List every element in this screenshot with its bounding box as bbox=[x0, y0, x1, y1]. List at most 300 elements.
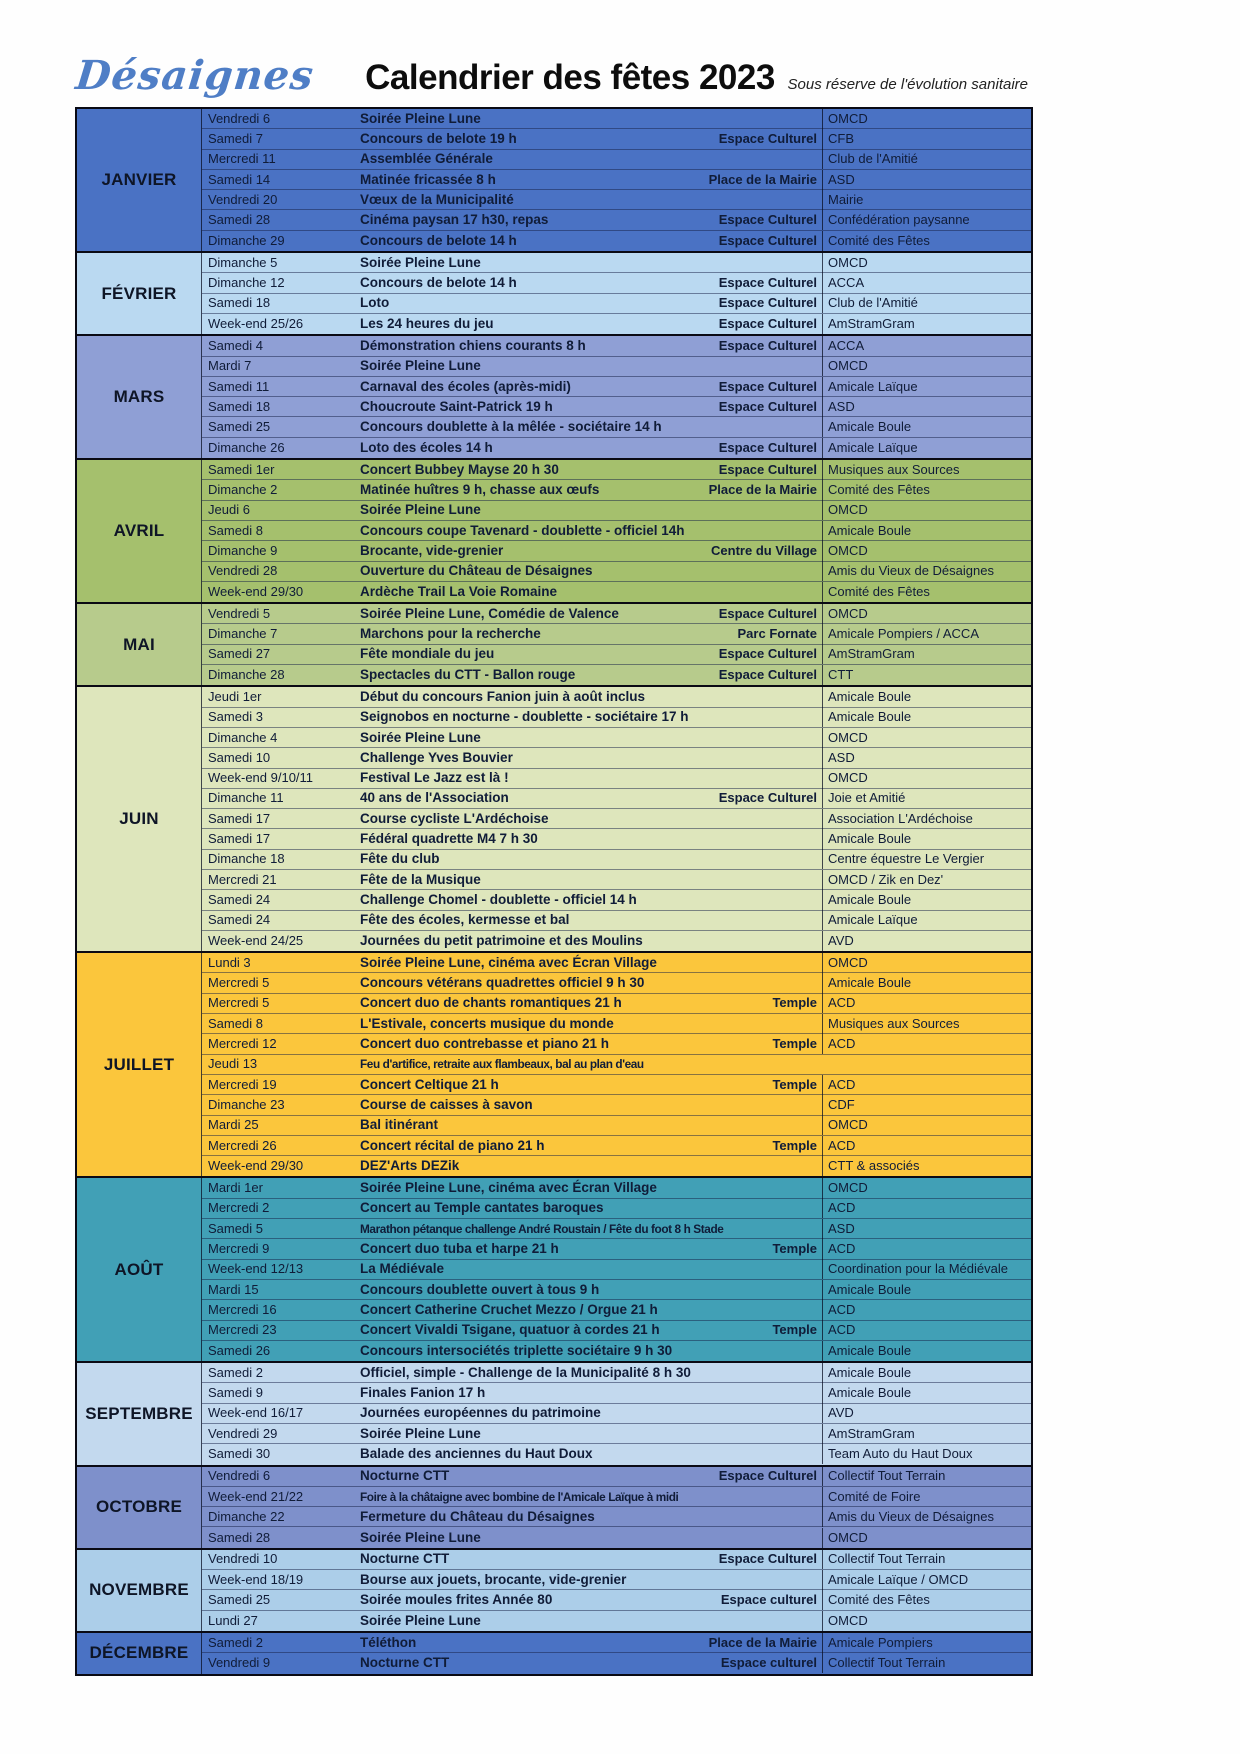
month-section bbox=[77, 109, 1031, 251]
row-event: Assemblée Générale bbox=[360, 151, 493, 167]
row-organizer: ACD bbox=[822, 993, 1031, 1013]
row-organizer: Joie et Amitié bbox=[822, 788, 1031, 808]
month-rows bbox=[202, 336, 1031, 458]
row-date: Samedi 17 bbox=[208, 810, 271, 826]
row-date: Mercredi 21 bbox=[208, 871, 277, 887]
table-row bbox=[202, 541, 1031, 561]
row-date: Week-end 24/25 bbox=[208, 933, 304, 949]
row-venue: Espace Culturel bbox=[718, 667, 817, 683]
table-row bbox=[202, 377, 1031, 397]
row-organizer: ACCA bbox=[822, 336, 1031, 356]
month-label: JUILLET bbox=[77, 953, 202, 1176]
table-row bbox=[202, 687, 1031, 707]
row-date: Samedi 27 bbox=[208, 646, 271, 662]
row-event: Festival Le Jazz est là ! bbox=[360, 770, 509, 786]
row-date: Mardi 25 bbox=[208, 1117, 259, 1133]
month-label: NOVEMBRE bbox=[77, 1550, 202, 1631]
row-event: Soirée Pleine Lune bbox=[360, 1425, 481, 1441]
row-venue: Espace Culturel bbox=[718, 790, 817, 806]
row-date: Samedi 25 bbox=[208, 419, 271, 435]
month-section bbox=[77, 1465, 1031, 1548]
row-date: Vendredi 6 bbox=[208, 110, 271, 126]
row-organizer: OMCD bbox=[822, 541, 1031, 561]
row-venue: Espace Culturel bbox=[718, 212, 817, 228]
table-row bbox=[202, 1055, 1031, 1075]
row-event: Feu d'artifice, retraite aux flambeaux, bal au plan d'eau bbox=[360, 1057, 644, 1072]
table-row bbox=[202, 1239, 1031, 1259]
row-organizer: Collectif Tout Terrain bbox=[822, 1653, 1031, 1673]
row-event: Challenge Chomel - doublette - officiel 14 h bbox=[360, 891, 637, 907]
table-row bbox=[202, 438, 1031, 458]
row-date: Week-end 29/30 bbox=[208, 583, 304, 599]
row-venue: Espace Culturel bbox=[718, 461, 817, 477]
table-row bbox=[202, 1321, 1031, 1341]
row-organizer: Club de l'Amitié bbox=[822, 149, 1031, 169]
row-venue: Centre du Village bbox=[711, 542, 817, 558]
table-row bbox=[202, 1280, 1031, 1300]
row-event: Soirée Pleine Lune bbox=[360, 254, 481, 270]
row-organizer: Amicale Laïque / OMCD bbox=[822, 1570, 1031, 1590]
row-event: Fermeture du Château du Désaignes bbox=[360, 1508, 595, 1524]
row-event: Choucroute Saint-Patrick 19 h bbox=[360, 398, 553, 414]
row-organizer: OMCD bbox=[822, 953, 1031, 973]
row-date: Dimanche 4 bbox=[208, 729, 278, 745]
row-organizer: OMCD bbox=[822, 1528, 1031, 1548]
row-venue: Espace Culturel bbox=[718, 295, 817, 311]
month-label: DÉCEMBRE bbox=[77, 1633, 202, 1674]
row-date: Dimanche 9 bbox=[208, 542, 278, 558]
row-date: Samedi 11 bbox=[208, 378, 270, 394]
row-date: Lundi 3 bbox=[208, 954, 251, 970]
table-row bbox=[202, 953, 1031, 973]
row-date: Mercredi 11 bbox=[208, 151, 276, 167]
row-venue: Espace Culturel bbox=[718, 232, 817, 248]
row-date: Mercredi 16 bbox=[208, 1301, 277, 1317]
row-event: Soirée Pleine Lune, cinéma avec Écran Village bbox=[360, 954, 657, 970]
table-row bbox=[202, 501, 1031, 521]
row-organizer: Musiques aux Sources bbox=[822, 460, 1031, 480]
table-row bbox=[202, 1611, 1031, 1631]
row-organizer: OMCD bbox=[822, 1611, 1031, 1631]
row-date: Mercredi 9 bbox=[208, 1240, 270, 1256]
row-date: Dimanche 18 bbox=[208, 851, 285, 867]
row-event: Soirée Pleine Lune bbox=[360, 1529, 481, 1545]
row-event: Fête des écoles, kermesse et bal bbox=[360, 912, 570, 928]
row-venue: Espace culturel bbox=[720, 1592, 817, 1608]
table-row bbox=[202, 170, 1031, 190]
row-event: Concours doublette ouvert à tous 9 h bbox=[360, 1281, 600, 1297]
row-venue: Temple bbox=[772, 1076, 817, 1092]
row-venue: Place de la Mairie bbox=[708, 482, 817, 497]
month-label: JUIN bbox=[77, 687, 202, 951]
row-date: Samedi 7 bbox=[208, 130, 263, 146]
table-row bbox=[202, 829, 1031, 849]
row-event: Soirée Pleine Lune bbox=[360, 1612, 481, 1628]
row-event: 40 ans de l'Association bbox=[360, 790, 509, 806]
row-event: Spectacles du CTT - Ballon rouge bbox=[360, 667, 576, 683]
row-event: Matinée huîtres 9 h, chasse aux œufs bbox=[360, 482, 600, 497]
table-row bbox=[202, 1467, 1031, 1487]
row-date: Mercredi 5 bbox=[208, 975, 270, 991]
month-section bbox=[77, 1176, 1031, 1361]
row-event: Concert Vivaldi Tsigane, quatuor à cordes 21 h bbox=[360, 1322, 660, 1338]
row-organizer: Amicale Boule bbox=[822, 707, 1031, 727]
row-event: Soirée Pleine Lune bbox=[360, 110, 481, 126]
table-row bbox=[202, 150, 1031, 170]
row-date: Samedi 9 bbox=[208, 1385, 263, 1401]
table-row bbox=[202, 1136, 1031, 1156]
row-organizer: Comité des Fêtes bbox=[822, 480, 1031, 500]
row-venue: Espace Culturel bbox=[718, 378, 817, 394]
row-organizer: Amicale Boule bbox=[822, 417, 1031, 437]
row-date: Samedi 10 bbox=[208, 749, 271, 765]
row-event: Concours vétérans quadrettes officiel 9 h 30 bbox=[360, 975, 645, 991]
row-date: Mercredi 23 bbox=[208, 1322, 277, 1338]
month-section bbox=[77, 251, 1031, 334]
row-organizer: Mairie bbox=[822, 190, 1031, 210]
row-event: Concert Bubbey Mayse 20 h 30 bbox=[360, 461, 559, 477]
table-row bbox=[202, 1633, 1031, 1653]
table-row bbox=[202, 708, 1031, 728]
table-row bbox=[202, 1300, 1031, 1320]
row-organizer: Collectif Tout Terrain bbox=[822, 1466, 1031, 1486]
table-row bbox=[202, 273, 1031, 293]
table-row bbox=[202, 1363, 1031, 1383]
row-event: L'Estivale, concerts musique du monde bbox=[360, 1015, 614, 1031]
table-row bbox=[202, 1095, 1031, 1115]
row-date: Mardi 1er bbox=[208, 1180, 263, 1196]
row-venue: Espace Culturel bbox=[718, 439, 817, 455]
row-event: Journées européennes du patrimoine bbox=[360, 1405, 601, 1421]
table-row bbox=[202, 1116, 1031, 1136]
row-date: Dimanche 7 bbox=[208, 626, 278, 642]
row-organizer: ACD bbox=[822, 1239, 1031, 1259]
row-event: Concert duo tuba et harpe 21 h bbox=[360, 1240, 559, 1256]
row-organizer: Amicale Laïque bbox=[822, 910, 1031, 930]
row-event: Challenge Yves Bouvier bbox=[360, 749, 513, 765]
month-section bbox=[77, 685, 1031, 951]
row-organizer: Amicale Boule bbox=[822, 829, 1031, 849]
row-organizer: AVD bbox=[822, 1403, 1031, 1423]
row-organizer: OMCD / Zik en Dez' bbox=[822, 870, 1031, 890]
table-row bbox=[202, 1653, 1031, 1673]
month-label: MARS bbox=[77, 336, 202, 458]
table-row bbox=[202, 890, 1031, 910]
row-date: Dimanche 23 bbox=[208, 1096, 285, 1112]
month-section bbox=[77, 458, 1031, 602]
row-date: Dimanche 11 bbox=[208, 790, 284, 806]
row-venue: Espace Culturel bbox=[718, 130, 817, 146]
row-organizer: Amicale Pompiers / ACCA bbox=[822, 624, 1031, 644]
row-organizer: Collectif Tout Terrain bbox=[822, 1549, 1031, 1569]
row-date: Samedi 2 bbox=[208, 1634, 263, 1650]
month-rows bbox=[202, 460, 1031, 602]
table-row bbox=[202, 582, 1031, 602]
table-row bbox=[202, 1590, 1031, 1610]
row-date: Mercredi 5 bbox=[208, 995, 270, 1011]
table-row bbox=[202, 417, 1031, 437]
row-date: Dimanche 22 bbox=[208, 1508, 285, 1524]
table-row bbox=[202, 190, 1031, 210]
month-rows bbox=[202, 1178, 1031, 1361]
row-organizer: Team Auto du Haut Doux bbox=[822, 1444, 1031, 1464]
table-row bbox=[202, 748, 1031, 768]
row-organizer: ASD bbox=[822, 170, 1031, 190]
row-date: Dimanche 12 bbox=[208, 275, 285, 291]
row-date: Dimanche 2 bbox=[208, 482, 278, 497]
row-event: Concours coupe Tavenard - doublette - officiel 14h bbox=[360, 522, 685, 538]
row-organizer: OMCD bbox=[822, 604, 1031, 624]
row-organizer: Amis du Vieux de Désaignes bbox=[822, 1507, 1031, 1527]
row-event: La Médiévale bbox=[360, 1261, 445, 1277]
row-event: Concours doublette à la mêlée - sociétaire 14 h bbox=[360, 419, 662, 435]
table-row bbox=[202, 911, 1031, 931]
calendar-table bbox=[75, 107, 1033, 1676]
row-event: Vœux de la Municipalité bbox=[360, 191, 514, 207]
row-organizer: ASD bbox=[822, 397, 1031, 417]
table-row bbox=[202, 460, 1031, 480]
month-section bbox=[77, 334, 1031, 458]
row-venue: Espace Culturel bbox=[718, 1551, 817, 1567]
table-row bbox=[202, 789, 1031, 809]
row-date: Mardi 7 bbox=[208, 358, 252, 374]
table-row bbox=[202, 931, 1031, 951]
row-organizer: Amis du Vieux de Désaignes bbox=[822, 561, 1031, 581]
row-date: Vendredi 29 bbox=[208, 1425, 278, 1441]
table-row bbox=[202, 210, 1031, 230]
row-venue: Espace Culturel bbox=[718, 275, 817, 291]
row-venue: Espace culturel bbox=[720, 1655, 817, 1671]
row-organizer: ACD bbox=[822, 1034, 1031, 1054]
row-date: Week-end 12/13 bbox=[208, 1261, 304, 1277]
row-organizer: Coordination pour la Médiévale bbox=[822, 1259, 1031, 1279]
row-event: Concours de belote 14 h bbox=[360, 275, 517, 291]
row-event: Fête de la Musique bbox=[360, 871, 481, 887]
row-organizer: ASD bbox=[822, 748, 1031, 768]
row-event: Loto bbox=[360, 295, 390, 311]
row-date: Samedi 30 bbox=[208, 1446, 271, 1462]
month-rows bbox=[202, 109, 1031, 251]
table-row bbox=[202, 521, 1031, 541]
row-date: Dimanche 29 bbox=[208, 232, 285, 248]
table-row bbox=[202, 1383, 1031, 1403]
row-date: Week-end 25/26 bbox=[208, 316, 304, 332]
row-event: Fédéral quadrette M4 7 h 30 bbox=[360, 831, 538, 847]
row-event: Course de caisses à savon bbox=[360, 1096, 533, 1112]
row-organizer: ACD bbox=[822, 1198, 1031, 1218]
row-date: Samedi 8 bbox=[208, 1015, 263, 1031]
month-rows bbox=[202, 1633, 1031, 1674]
row-date: Samedi 18 bbox=[208, 398, 271, 414]
month-rows bbox=[202, 1363, 1031, 1464]
table-row bbox=[202, 769, 1031, 789]
table-row bbox=[202, 850, 1031, 870]
month-rows bbox=[202, 253, 1031, 334]
month-section bbox=[77, 1361, 1031, 1464]
row-event: Concours de belote 19 h bbox=[360, 130, 517, 146]
row-date: Samedi 2 bbox=[208, 1364, 263, 1380]
row-organizer: AVD bbox=[822, 931, 1031, 951]
month-rows bbox=[202, 953, 1031, 1176]
row-event: Course cycliste L'Ardéchoise bbox=[360, 810, 549, 826]
table-row bbox=[202, 562, 1031, 582]
month-rows bbox=[202, 604, 1031, 685]
row-organizer: Amicale Boule bbox=[822, 1383, 1031, 1403]
month-label: JANVIER bbox=[77, 109, 202, 251]
row-organizer: CTT bbox=[822, 665, 1031, 685]
table-row bbox=[202, 231, 1031, 251]
table-row bbox=[202, 109, 1031, 129]
table-row bbox=[202, 480, 1031, 500]
row-date: Vendredi 10 bbox=[208, 1551, 278, 1567]
row-organizer: OMCD bbox=[822, 253, 1031, 273]
row-venue: Espace Culturel bbox=[718, 605, 817, 621]
row-date: Samedi 14 bbox=[208, 171, 271, 187]
row-event: Nocturne CTT bbox=[360, 1655, 450, 1671]
table-row bbox=[202, 336, 1031, 356]
row-event: Cinéma paysan 17 h30, repas bbox=[360, 212, 549, 228]
row-organizer: Comité des Fêtes bbox=[822, 231, 1031, 251]
table-row bbox=[202, 809, 1031, 829]
month-label: OCTOBRE bbox=[77, 1467, 202, 1548]
month-rows bbox=[202, 1550, 1031, 1631]
row-organizer: OMCD bbox=[822, 1115, 1031, 1135]
row-organizer: Comité de Foire bbox=[822, 1487, 1031, 1507]
row-venue: Espace Culturel bbox=[718, 398, 817, 414]
table-row bbox=[202, 314, 1031, 334]
row-date: Week-end 29/30 bbox=[208, 1158, 304, 1174]
row-date: Samedi 28 bbox=[208, 1529, 271, 1545]
table-row bbox=[202, 994, 1031, 1014]
row-event: Nocturne CTT bbox=[360, 1551, 450, 1567]
month-section bbox=[77, 1548, 1031, 1631]
row-date: Mercredi 2 bbox=[208, 1200, 270, 1216]
month-section bbox=[77, 1631, 1031, 1674]
row-organizer: AmStramGram bbox=[822, 314, 1031, 334]
row-organizer: Amicale Boule bbox=[822, 1363, 1031, 1383]
row-date: Samedi 28 bbox=[208, 212, 271, 228]
row-event: Foire à la châtaigne avec bombine de l'Amicale Laïque à midi bbox=[360, 1489, 679, 1504]
table-row bbox=[202, 1219, 1031, 1239]
row-date: Samedi 18 bbox=[208, 295, 271, 311]
row-venue: Temple bbox=[772, 995, 817, 1011]
row-event: Loto des écoles 14 h bbox=[360, 439, 493, 455]
table-row bbox=[202, 1260, 1031, 1280]
row-event: Seignobos en nocturne - doublette - sociétaire 17 h bbox=[360, 709, 689, 725]
row-event: Concert duo de chants romantiques 21 h bbox=[360, 995, 622, 1011]
row-date: Week-end 21/22 bbox=[208, 1488, 304, 1504]
row-event: Fête du club bbox=[360, 851, 440, 867]
row-organizer: Amicale Laïque bbox=[822, 377, 1031, 397]
row-date: Dimanche 5 bbox=[208, 254, 278, 270]
row-date: Samedi 26 bbox=[208, 1342, 271, 1358]
row-event: Officiel, simple - Challenge de la Municipalité 8 h 30 bbox=[360, 1364, 691, 1380]
row-date: Vendredi 28 bbox=[208, 563, 278, 579]
row-event: Finales Fanion 17 h bbox=[360, 1385, 486, 1401]
row-organizer: ASD bbox=[822, 1219, 1031, 1239]
row-date: Vendredi 6 bbox=[208, 1468, 271, 1484]
row-date: Week-end 9/10/11 bbox=[208, 770, 314, 786]
row-date: Lundi 27 bbox=[208, 1612, 258, 1628]
table-row bbox=[202, 728, 1031, 748]
row-event: Concours de belote 14 h bbox=[360, 232, 517, 248]
row-date: Samedi 8 bbox=[208, 522, 263, 538]
row-event: Balade des anciennes du Haut Doux bbox=[360, 1446, 593, 1462]
row-date: Samedi 25 bbox=[208, 1592, 271, 1608]
table-row bbox=[202, 1014, 1031, 1034]
row-venue: Temple bbox=[772, 1240, 817, 1256]
row-date: Mercredi 12 bbox=[208, 1036, 277, 1052]
row-event: Ouverture du Château de Désaignes bbox=[360, 563, 593, 579]
row-event: Soirée Pleine Lune bbox=[360, 729, 481, 745]
row-date: Jeudi 1er bbox=[208, 688, 262, 704]
table-row bbox=[202, 1341, 1031, 1361]
row-venue: Temple bbox=[772, 1322, 817, 1338]
row-date: Dimanche 28 bbox=[208, 667, 285, 683]
row-date: Samedi 5 bbox=[208, 1220, 263, 1236]
row-event: Démonstration chiens courants 8 h bbox=[360, 337, 586, 353]
row-organizer: CFB bbox=[822, 129, 1031, 149]
table-row bbox=[202, 253, 1031, 273]
row-date: Mercredi 19 bbox=[208, 1076, 277, 1092]
row-organizer: ACD bbox=[822, 1300, 1031, 1320]
row-date: Samedi 4 bbox=[208, 337, 263, 353]
row-venue: Temple bbox=[772, 1137, 817, 1153]
table-row bbox=[202, 1075, 1031, 1095]
row-event: Journées du petit patrimoine et des Moulins bbox=[360, 933, 643, 949]
row-event: Concert Celtique 21 h bbox=[360, 1076, 499, 1092]
table-row bbox=[202, 1034, 1031, 1054]
table-row bbox=[202, 1527, 1031, 1547]
row-organizer: Amicale Boule bbox=[822, 1280, 1031, 1300]
row-organizer: AmStramGram bbox=[822, 644, 1031, 664]
table-row bbox=[202, 973, 1031, 993]
row-organizer: Amicale Boule bbox=[822, 1341, 1031, 1361]
row-venue: Place de la Mairie bbox=[708, 171, 817, 187]
row-event: Soirée Pleine Lune, Comédie de Valence bbox=[360, 605, 619, 621]
row-date: Samedi 17 bbox=[208, 831, 271, 847]
table-row bbox=[202, 624, 1031, 644]
row-organizer: AmStramGram bbox=[822, 1424, 1031, 1444]
row-organizer: OMCD bbox=[822, 109, 1031, 129]
row-organizer: Association L'Ardéchoise bbox=[822, 809, 1031, 829]
row-event: Les 24 heures du jeu bbox=[360, 316, 494, 332]
table-row bbox=[202, 1570, 1031, 1590]
table-row bbox=[202, 604, 1031, 624]
table-row bbox=[202, 645, 1031, 665]
table-row bbox=[202, 357, 1031, 377]
row-organizer: Amicale Pompiers bbox=[822, 1633, 1031, 1653]
row-venue: Espace Culturel bbox=[718, 337, 817, 353]
row-date: Jeudi 13 bbox=[208, 1056, 258, 1072]
row-organizer: CTT & associés bbox=[822, 1156, 1031, 1176]
row-event: Soirée Pleine Lune, cinéma avec Écran Village bbox=[360, 1180, 657, 1196]
row-date: Vendredi 5 bbox=[208, 605, 271, 621]
row-venue: Espace Culturel bbox=[718, 646, 817, 662]
row-organizer: Comité des Fêtes bbox=[822, 1590, 1031, 1610]
row-event: Concert récital de piano 21 h bbox=[360, 1137, 545, 1153]
row-venue: Espace Culturel bbox=[718, 316, 817, 332]
row-event: Marathon pétanque challenge André Roustain / Fête du foot 8 h Stade bbox=[360, 1221, 724, 1236]
row-event: Bourse aux jouets, brocante, vide-grenier bbox=[360, 1571, 627, 1587]
table-row bbox=[202, 1424, 1031, 1444]
row-event: Soirée Pleine Lune bbox=[360, 502, 481, 518]
row-date: Samedi 24 bbox=[208, 891, 271, 907]
row-event: Concert Catherine Cruchet Mezzo / Orgue 21 h bbox=[360, 1301, 658, 1317]
row-event: Ardèche Trail La Voie Romaine bbox=[360, 583, 558, 599]
village-logo: Désaignes bbox=[73, 52, 317, 99]
table-row bbox=[202, 665, 1031, 685]
